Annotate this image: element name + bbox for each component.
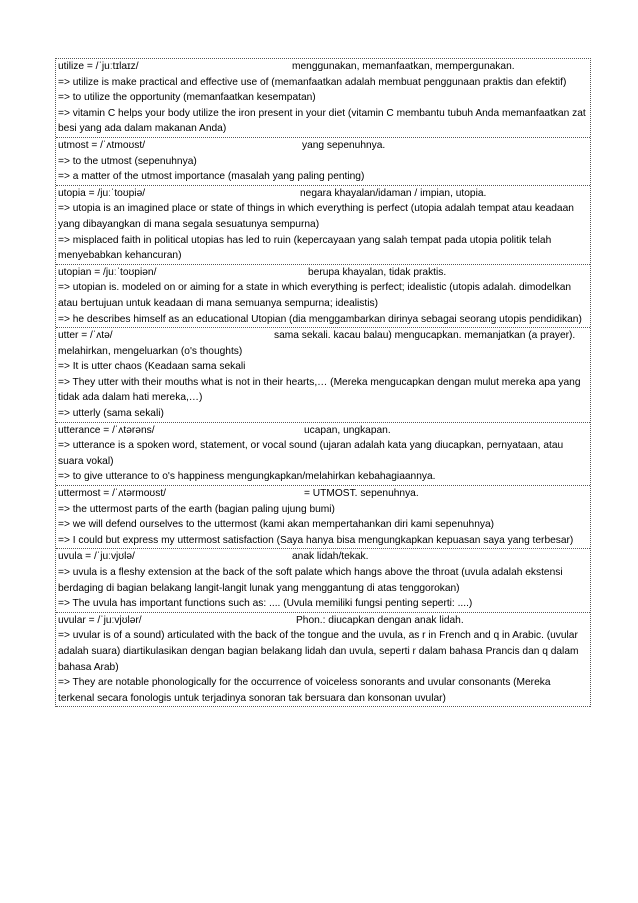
entry-example-line: => I could but express my uttermost satisfaction (Saya hanya bisa mengungkapkan kepuasan saya yang terbesar) [58,534,574,546]
entry-example-line: => utilize is make practical and effective use of (memanfaatkan adalah membuat penggunaan praktis dan efektif) [58,76,567,88]
entry-headword: utilize = /ˈjuːtɪlaɪz/ [58,61,139,72]
entry-headword: utter = /ˈʌtə/ [58,330,113,342]
entry-example-line: => misplaced faith in political utopias has led to ruin (kepercayaan yang salah tempat pada utopia politik telah menyebabkan kehancuran) [58,234,552,262]
entry-example-line: => he describes himself as an educational Utopian (dia menggambarkan dirinya sebagai seorang utopis pendidikan) [58,313,582,325]
entry-meaning: Phon.: diucapkan dengan anak lidah. [296,614,464,626]
entry-example-line: => uvula is a fleshy extension at the back of the soft palate which hangs above the throat (uvula adalah ekstensi berdaging di bagian belakang langit-langit lunak yang menggantung di atas tenggorokan) [58,567,563,594]
entry-example-line: => to utilize the opportunity (memanfaatkan kesempatan) [58,92,316,104]
dictionary-entry [56,549,590,612]
dictionary-entry [56,328,590,423]
entry-meaning: ucapan, ungkapan. [304,424,391,436]
entry-meaning: sama sekali. kacau balau) mengucapkan. memanjatkan (a prayer). melahirkan, mengeluarkan (o's thoughts) [58,330,576,357]
dictionary-entries [55,58,591,707]
dictionary-entry [56,59,590,138]
entry-headword: uvular = /ˈjuːvjʊlər/ [58,614,142,626]
entry-example-line: => utopian is. modeled on or aiming for a state in which everything is perfect; idealistic (utopis adalah. dimodelkan atau bertujuan untuk keadaan di mana semuanya sempurna; idealistis) [58,282,572,309]
dictionary-entry [56,423,590,486]
entry-headline [58,423,588,439]
entry-headline [58,486,588,502]
entry-headline [58,138,588,154]
dictionary-entry [56,186,590,265]
entry-example-line: => we will defend ourselves to the uttermost (kami akan mempertahankan diri kami sepenuhnya) [58,519,495,531]
entry-headword: uvula = /ˈjuːvjʊlə/ [58,551,135,563]
entry-meaning: anak lidah/tekak. [292,551,369,563]
entry-example-line: => utterly (sama sekali) [58,408,164,420]
entry-headline [58,328,588,359]
entry-meaning: menggunakan, memanfaatkan, mempergunakan. [292,61,515,72]
dictionary-entry [56,486,590,549]
entry-meaning: berupa khayalan, tidak praktis. [308,266,447,278]
entry-example-line: => to the utmost (sepenuhnya) [58,155,197,167]
entry-headline [58,549,588,565]
entry-example-line: => uvular is of a sound) articulated with the back of the tongue and the uvula, as r in French and q in Arabic. (uvular adalah suara) diartikulasikan dengan bagian belakang lidah dan uvula, seperti r dalam bahasa Prancis dan q dalam bahasa Arab) [58,630,579,673]
entry-meaning: = UTMOST. sepenuhnya. [304,488,419,500]
entry-example-line: => a matter of the utmost importance (masalah yang paling penting) [58,171,365,183]
dictionary-entry [56,613,590,708]
entry-headline [58,613,588,629]
dictionary-entry [56,265,590,328]
entry-example-line: => They utter with their mouths what is not in their hearts,… (Mereka mengucapkan dengan mulut mereka apa yang tidak ada dalam hati mereka,…) [58,376,581,404]
entry-meaning: yang sepenuhnya. [302,139,386,151]
dictionary-entry [56,138,590,186]
entry-headword: utopia = /juːˈtoʊpiə/ [58,187,146,199]
entry-headline [58,59,588,75]
entry-example-line: => It is utter chaos (Keadaan sama sekali [58,361,246,373]
entry-example-line: => vitamin C helps your body utilize the iron present in your diet (vitamin C membantu tubuh Anda memanfaatkan zat besi yang ada dalam makanan Anda) [58,107,586,135]
entry-headline [58,186,588,202]
entry-example-line: => utopia is an imagined place or state of things in which everything is perfect (utopia adalah tempat atau keadaan yang dibayangkan di mana segala sesuatunya sempurna) [58,203,574,230]
entry-headword: utterance = /ˈʌtərəns/ [58,424,155,436]
entry-headword: utmost = /ˈʌtmoʊst/ [58,139,146,151]
entry-example-line: => the uttermost parts of the earth (bagian paling ujung bumi) [58,503,335,515]
entry-headword: uttermost = /ˈʌtərmoʊst/ [58,488,166,500]
entry-example-line: => utterance is a spoken word, statement, or vocal sound (ujaran adalah kata yang diucapkan, pernyataan, atau suara vokal) [58,440,564,467]
entry-example-line: => to give utterance to o's happiness mengungkapkan/melahirkan kebahagiaannya. [58,471,436,483]
entry-example-line: => They are notable phonologically for the occurrence of voiceless sonorants and uvular consonants (Mereka terkenal secara fonologis untuk terjadinya sonoran tak bersuara dan konsonan uvular) [58,677,551,704]
entry-headword: utopian = /juːˈtoʊpiən/ [58,266,157,278]
entry-headline [58,265,588,281]
entry-meaning: negara khayalan/idaman / impian, utopia. [300,187,487,199]
entry-example-line: => The uvula has important functions such as: .... (Uvula memiliki fungsi penting seperti: ....) [58,598,473,610]
